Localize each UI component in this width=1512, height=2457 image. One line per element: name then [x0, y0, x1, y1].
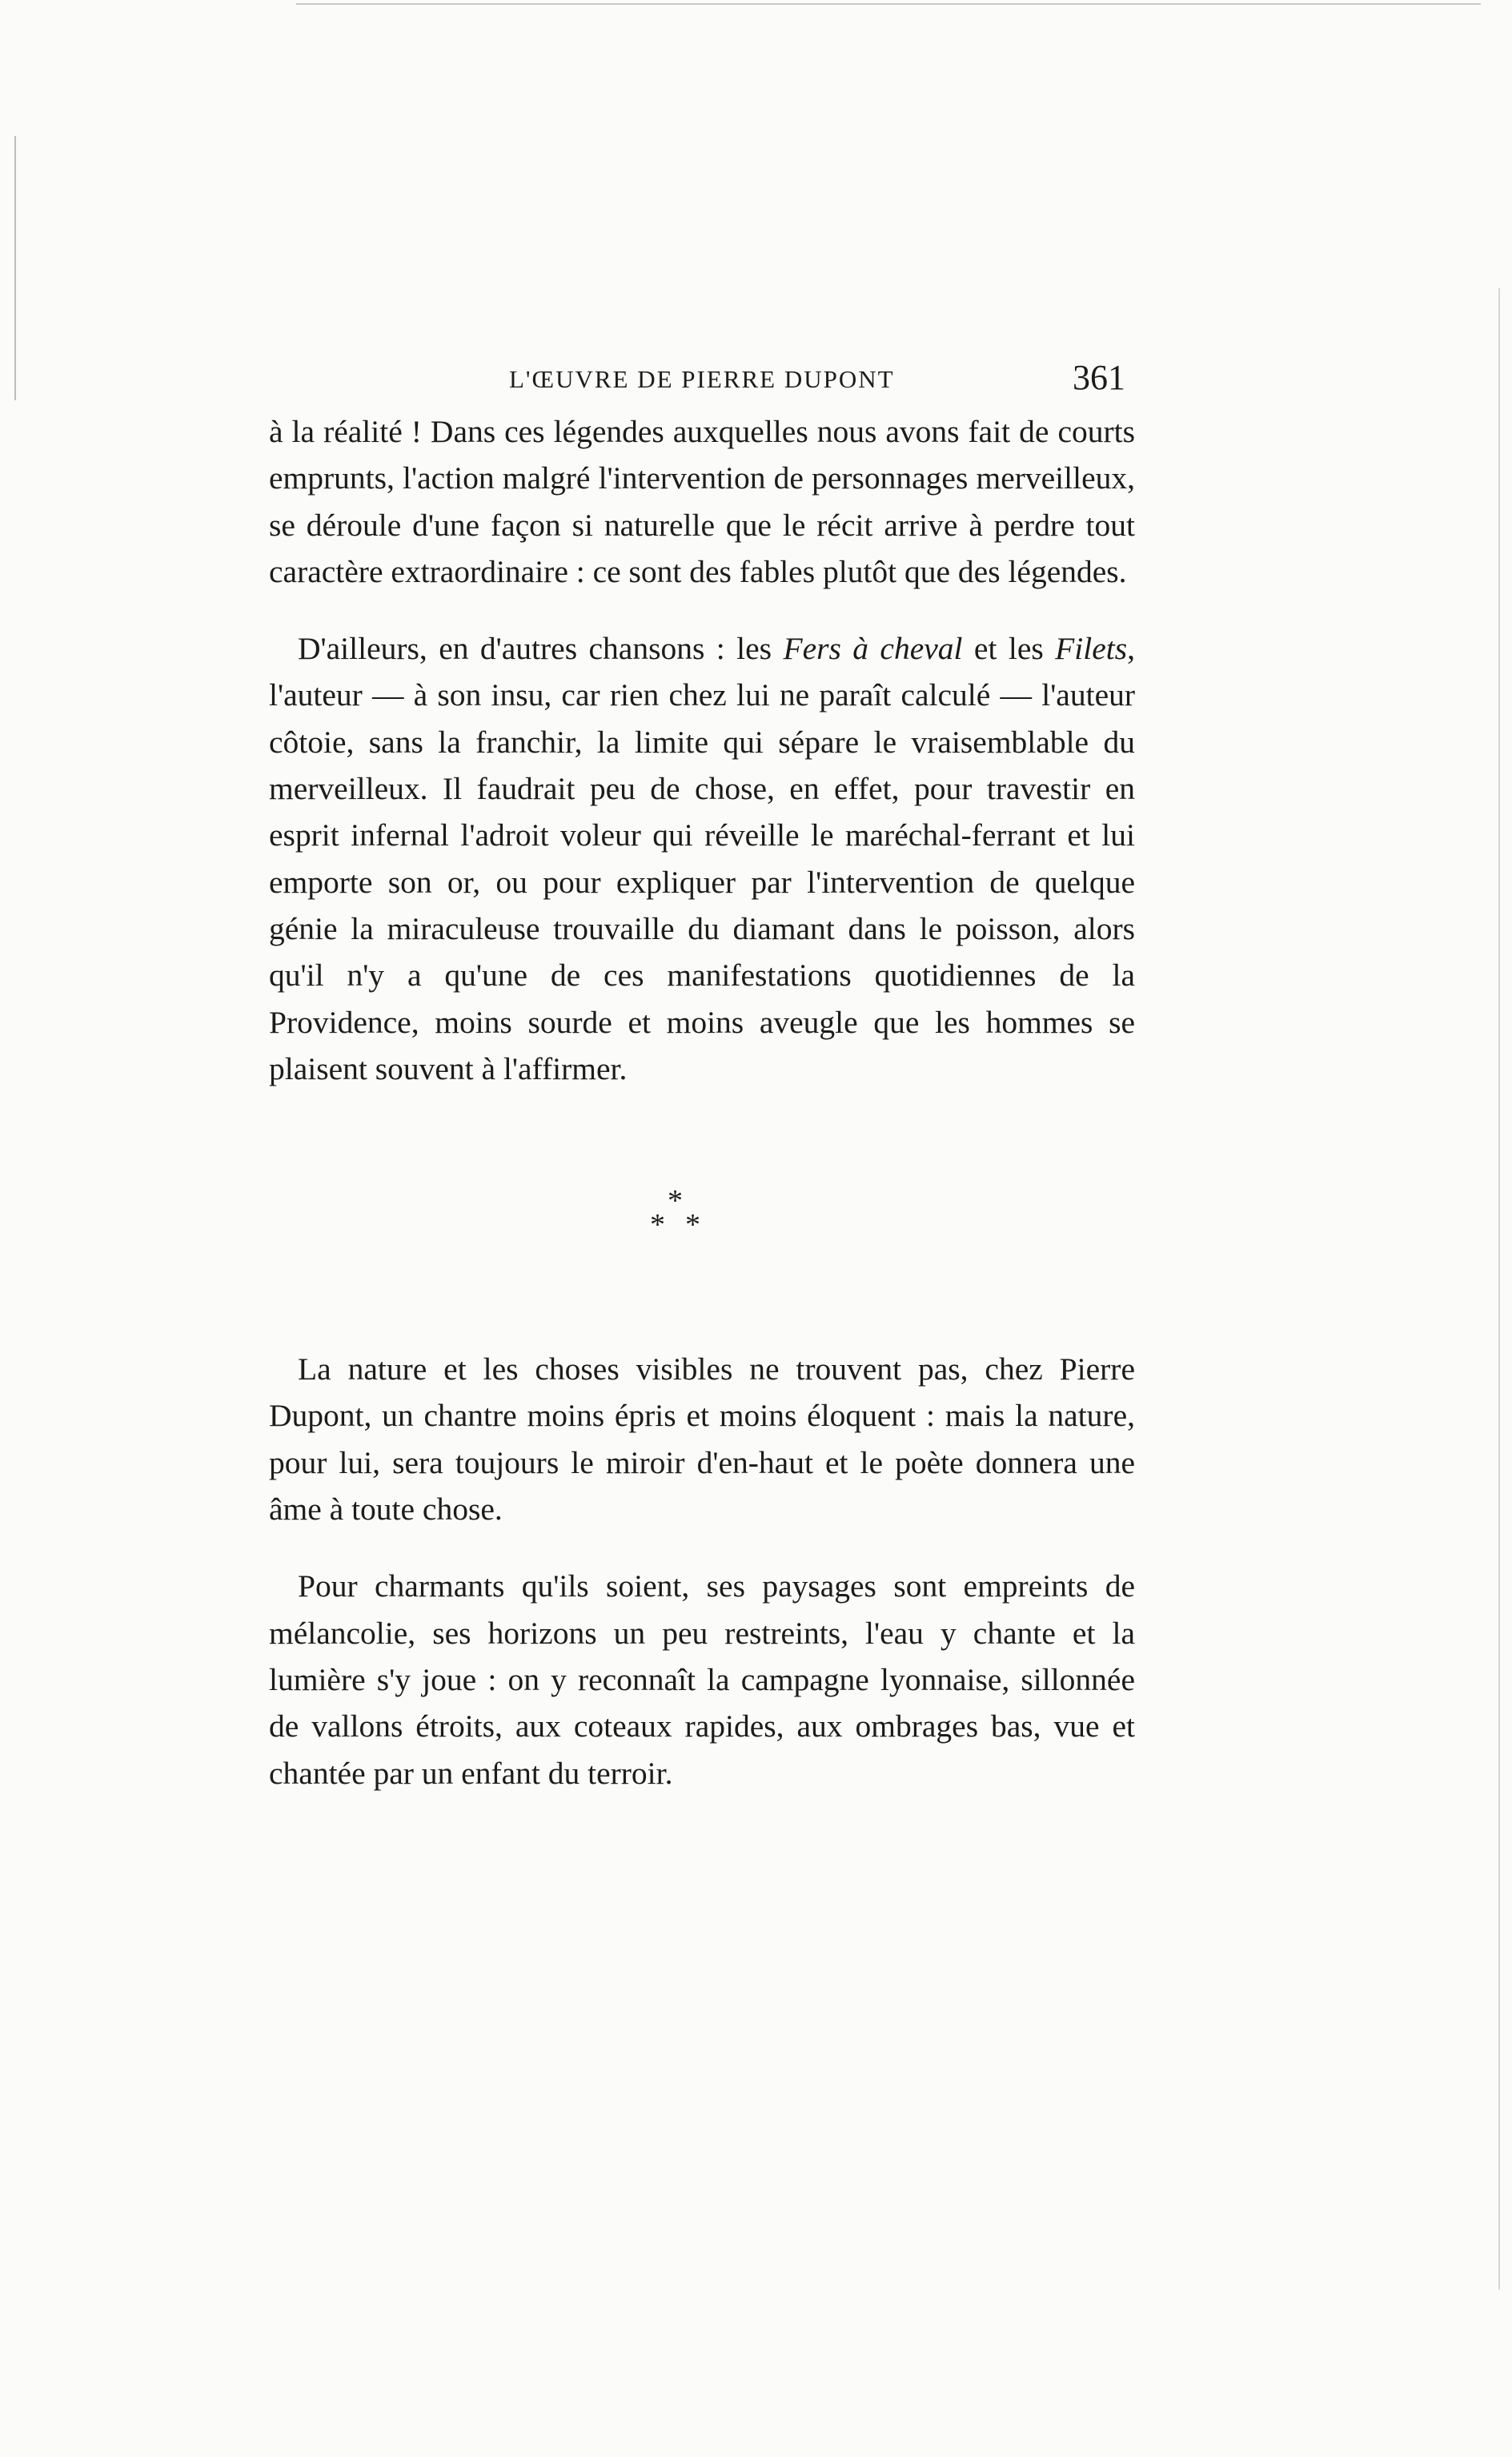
- running-head: [269, 352, 1135, 408]
- paragraph-2-text-a: D'ailleurs, en d'autres chansons : les: [298, 631, 784, 667]
- paragraph-1: à la réalité ! Dans ces légendes auxquelles nous avons fait de courts emprunts, l'action malgré l'intervention de personnages merveilleux, se déroule d'une façon si naturelle que le récit arrive à perdre tout caractère extraordinaire : ce sont des fables plutôt que des légendes.: [269, 414, 1135, 589]
- scan-edge-right: [1498, 288, 1500, 2290]
- asterism-star: *: [650, 1208, 665, 1243]
- paragraph-2-text-b: et les: [962, 631, 1056, 667]
- paragraph-2-text-c: , l'auteur — à son insu, car rien chez lui ne paraît calculé — l'auteur côtoie, sans la franchir, la limite qui sépare le vraisemblable du merveilleux. Il faudrait peu de chose, en effet, pour travestir en esprit infernal l'adroit voleur qui réveille le maréchal-ferrant et lui emporte son or, ou pour expliquer par l'intervention de quelque génie la miraculeuse trouvaille du diamant dans le poisson, alors qu'il n'y a qu'une de ces manifestations quotidiennes de la Providence, moins sourde et moins aveugle que les hommes se plaisent souvent à l'affirmer.: [269, 631, 1136, 1086]
- paragraph-2: [269, 625, 1135, 1092]
- paragraph-spacer: [269, 1532, 1135, 1563]
- asterism-star: *: [685, 1208, 700, 1243]
- paragraph-4: Pour charmants qu'ils soient, ses paysages sont empreints de mélancolie, ses horizons un peu restreints, l'eau y chante et la lumière s'y joue : on y reconnaît la campagne lyonnaise, sillonnée de vallons étroits, aux coteaux rapides, aux ombrages bas, vue et chantée par un enfant du terroir.: [269, 1568, 1135, 1791]
- paragraph-spacer: [269, 595, 1135, 625]
- paragraph-3: La nature et les choses visibles ne trouvent pas, chez Pierre Dupont, un chantre moins épris et moins éloquent : mais la nature, pour lui, sera toujours le miroir d'en-haut et le poète donnera une âme à toute chose.: [269, 1351, 1135, 1528]
- scan-edge-left: [14, 136, 16, 400]
- title-fers-a-cheval: Fers à cheval: [783, 631, 963, 667]
- book-page: [269, 352, 1135, 1797]
- running-title: L'ŒUVRE DE PIERRE DUPONT: [509, 365, 895, 393]
- title-filets: Filets: [1055, 631, 1128, 667]
- asterism-divider: [269, 1186, 1135, 1247]
- asterism-star: *: [668, 1184, 683, 1218]
- scan-edge-top: [296, 3, 1481, 5]
- page-number: 361: [1073, 358, 1125, 397]
